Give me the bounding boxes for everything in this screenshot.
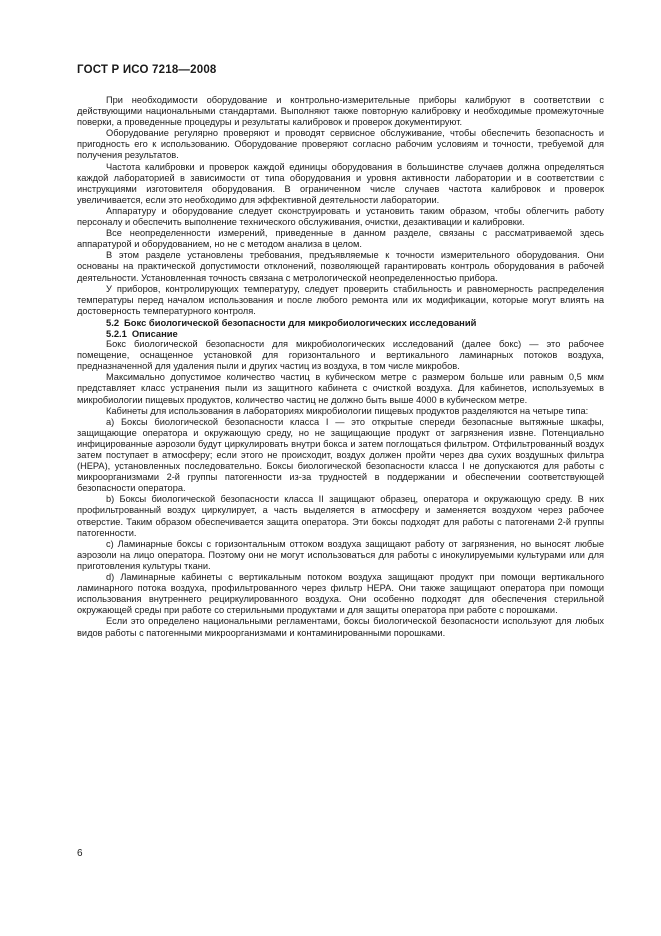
paragraph: Бокс биологической безопасности для микробиологических исследований (далее бокс) — это рабочее помещение, оснащенное установкой для горизонтального и вертикального ламинарных потоков воздуха, предназначенной для удаления пыли и других частиц из воздуха, в том числе микробов. [77, 339, 604, 372]
section-number: 5.2 [106, 316, 120, 328]
paragraph: Все неопределенности измерений, приведенные в данном разделе, связаны с рассматриваемой здесь аппаратурой и оборудованием, но не с методом анализа в целом. [77, 228, 604, 250]
paragraph: Частота калибровки и проверок каждой единицы оборудования в большинстве случаев должна определяться каждой лабораторией в зависимости от типа оборудования и уровня активности лаборатории и в соответствии с инструкциями изготовителя оборудования. В ограниченном числе случаев частота калибровок и проверок увеличивается, если это необходимо для эффективной деятельности лаборатории. [77, 161, 604, 205]
paragraph: При необходимости оборудование и контрольно-измерительные приборы калибруют в соответствии с действующими национальными стандартами. Выполняют также повторную калибровку и необходимые промежуточные поверки, а проведенные процедуры и результаты калибровок и проверок документируют. [77, 95, 604, 128]
paragraph: Максимально допустимое количество частиц в кубическом метре с размером больше или равным 0,5 мкм представляет класс устранения пыли из защитного кабинета с очисткой воздуха. Для кабинетов, используемых в микробиологии пищевых продуктов, количество частиц не должно быть выше 4000 в кубическом метре. [77, 372, 604, 405]
paragraph: Кабинеты для использования в лабораториях микробиологии пищевых продуктов разделяются на четыре типа: [106, 405, 589, 416]
paragraph: Оборудование регулярно проверяют и проводят сервисное обслуживание, чтобы обеспечить безопасность и пригодность его к использованию. Оборудование проверяют согласно рабочим условиям и точности, требуемой для получения результатов. [77, 128, 604, 161]
section-heading [77, 317, 604, 328]
paragraph: У приборов, контролирующих температуру, следует проверить стабильность и равномерность распределения температуры перед началом использования и после любого ремонта или их модификации, которые могут влиять на достоверность температурного контроля. [77, 283, 604, 316]
section-number: 5.2.1 [106, 327, 127, 339]
paragraph: В этом разделе установлены требования, предъявляемые к точности измерительного оборудования. Они основаны на практической допустимости отклонений, позволяющей гарантировать контроль оборудования в рабочей деятельности. Установленная точность связана с метрологической неопределенностью прибора. [77, 250, 604, 283]
paragraph: d) Ламинарные кабинеты с вертикальным потоком воздуха защищают продукт при помощи вертикального ламинарного потока воздуха, профильтрованного через фильтр HEPA. Они также защищают оператора при помощи использования внутреннего рециркулированного воздуха. Они особенно подходят для обеспечения стерильной окружающей среды при работе со стерильными продуктами и для защиты оператора при работе с порошками. [77, 572, 604, 616]
section-title: Бокс биологической безопасности для микробиологических исследований [124, 316, 477, 328]
page-number: 6 [77, 848, 83, 859]
paragraph: Аппаратуру и оборудование следует сконструировать и установить таким образом, чтобы облегчить работу персоналу и обеспечить выполнение технического обслуживания, очистки, дезактивации и калибровки. [77, 205, 604, 228]
paragraph: c) Ламинарные боксы с горизонтальным оттоком воздуха защищают работу от загрязнения, но выносят любые аэрозоли на лицо оператора. Поэтому они не могут использоваться для работы с инокулируемыми культурами или для приготовления культуры ткани. [77, 538, 604, 571]
paragraph: b) Боксы биологической безопасности класса II защищают образец, оператора и окружающую среду. В них профильтрованный воздух циркулирует, а часть выделяется в атмосферу и заменяется воздухом через рабочее отверстие. Таким образом обеспечивается защита оператора. Эти боксы подходят для работы с патогенами 2-й группы патогенности. [77, 494, 604, 538]
section-title: Описание [131, 327, 178, 339]
document-header: ГОСТ Р ИСО 7218—2008 [77, 64, 217, 76]
paragraph: a) Боксы биологической безопасности класса I — это открытые спереди безопасные вытяжные шкафы, защищающие оператора и окружающую среду, но не защищающие продукт от загрязнения извне. Потенциально инфицированные аэрозоли будут циркулировать внутри бокса и затем поглощаться фильтром. Отфильтрованный воздух затем поступает в атмосферу; если этого не происходит, воздух должен пройти через два сухих воздушных фильтра (HEPA), установленных последовательно. Боксы биологической безопасности класса I не допускаются для работы с микроорганизмами 2-й группы патогенности из-за трудностей в поддержании и обеспечении соответствующей безопасности оператора. [77, 416, 604, 494]
section-heading [77, 328, 604, 339]
paragraph: Если это определено национальными регламентами, боксы биологической безопасности используют для любых видов работы с патогенными микроорганизмами и контаминированными порошками. [77, 616, 604, 638]
document-body [77, 95, 604, 639]
